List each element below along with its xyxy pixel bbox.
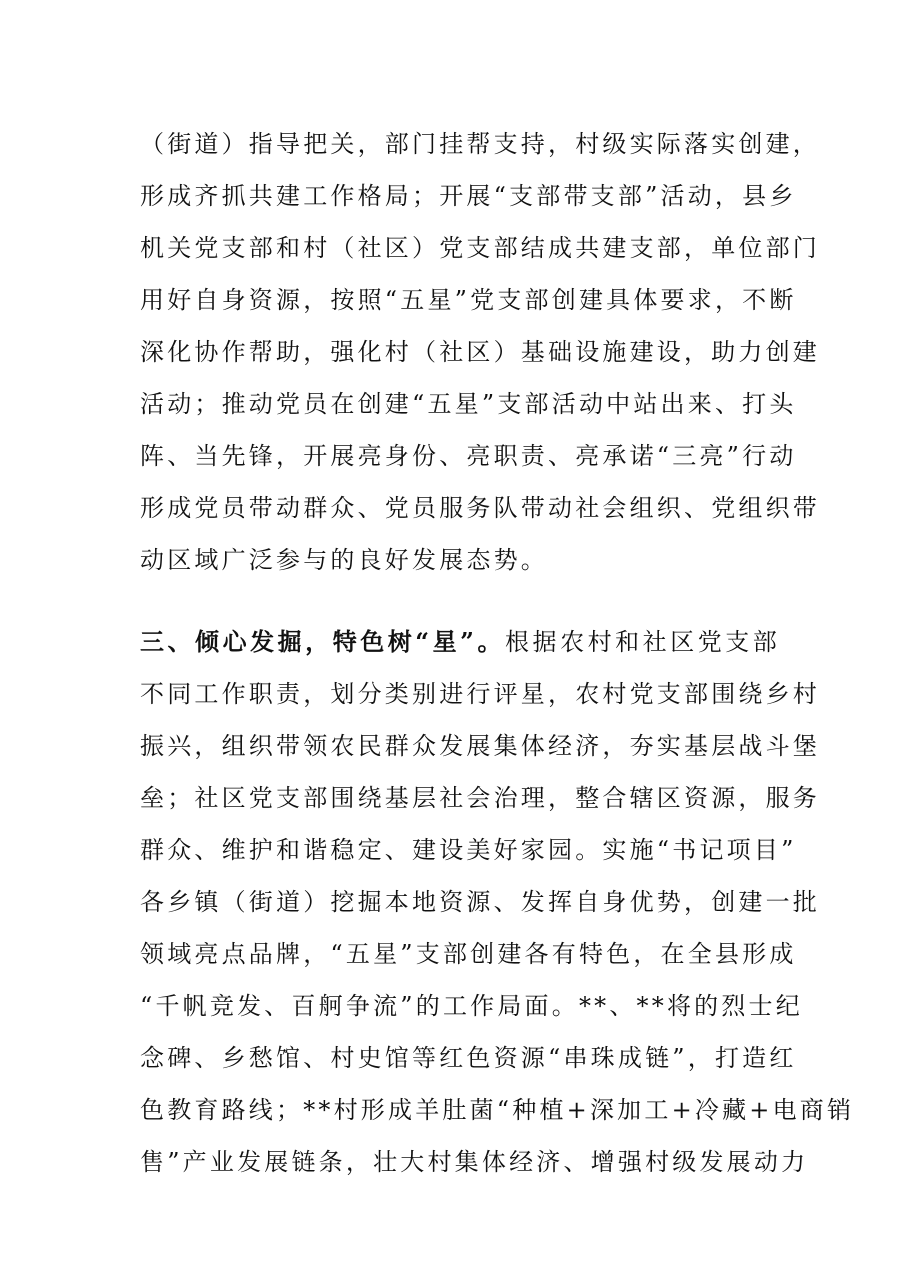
paragraph-2-line: 各乡镇（街道）挖掘本地资源、发挥自身优势，创建一批 [140, 888, 820, 916]
paragraph-1-line: 形成党员带动群众、党员服务队带动社会组织、党组织带 [140, 494, 820, 522]
paragraph-2 [140, 616, 855, 1188]
paragraph-1-line: 动区域广泛参与的良好发展态势。 [140, 546, 548, 574]
body-text [140, 118, 855, 1188]
paragraph-2-line: “千帆竞发、百舸争流”的工作局面。**、**将的烈士纪 [140, 992, 803, 1020]
paragraph-2-line: 色教育路线；**村形成羊肚菌“种植+深加工+冷藏+电商销 [140, 1096, 855, 1124]
paragraph-1-line: 深化协作帮助，强化村（社区）基础设施建设，助力创建 [140, 338, 820, 366]
paragraph-2-line: 不同工作职责，划分类别进行评星，农村党支部围绕乡村 [140, 680, 820, 708]
paragraph-2-line: 垒；社区党支部围绕基层社会治理，整合辖区资源，服务 [140, 784, 820, 812]
paragraph-1-line: 机关党支部和村（社区）党支部结成共建支部，单位部门 [140, 234, 820, 262]
paragraph-1 [140, 118, 820, 586]
paragraph-2-first-line [140, 616, 780, 668]
paragraph-1-line: 形成齐抓共建工作格局；开展“支部带支部”活动，县乡 [140, 182, 797, 210]
paragraph-2-first-line-text: 根据农村和社区党支部 [505, 628, 780, 656]
paragraph-2-line: 念碑、乡愁馆、村史馆等红色资源“串珠成链”，打造红 [140, 1044, 797, 1072]
paragraph-2-line: 群众、维护和谐稳定、建设美好家园。实施“书记项目” [140, 836, 797, 864]
paragraph-gap [140, 586, 780, 616]
paragraph-2-line: 振兴，组织带领农民群众发展集体经济，夯实基层战斗堡 [140, 732, 820, 760]
paragraph-1-line: 阵、当先锋，开展亮身份、亮职责、亮承诺“三亮”行动 [140, 442, 797, 470]
paragraph-1-line: 用好自身资源，按照“五星”党支部创建具体要求，不断 [140, 286, 797, 314]
section-heading: 三、倾心发掘，特色树“星”。 [140, 627, 506, 656]
paragraph-1-line: （街道）指导把关，部门挂帮支持，村级实际落实创建， [140, 130, 820, 158]
paragraph-2-line: 领域亮点品牌，“五星”支部创建各有特色，在全县形成 [140, 940, 797, 968]
paragraph-2-line: 售”产业发展链条，壮大村集体经济、增强村级发展动力 [140, 1148, 809, 1176]
paragraph-1-line: 活动；推动党员在创建“五星”支部活动中站出来、打头 [140, 390, 797, 418]
